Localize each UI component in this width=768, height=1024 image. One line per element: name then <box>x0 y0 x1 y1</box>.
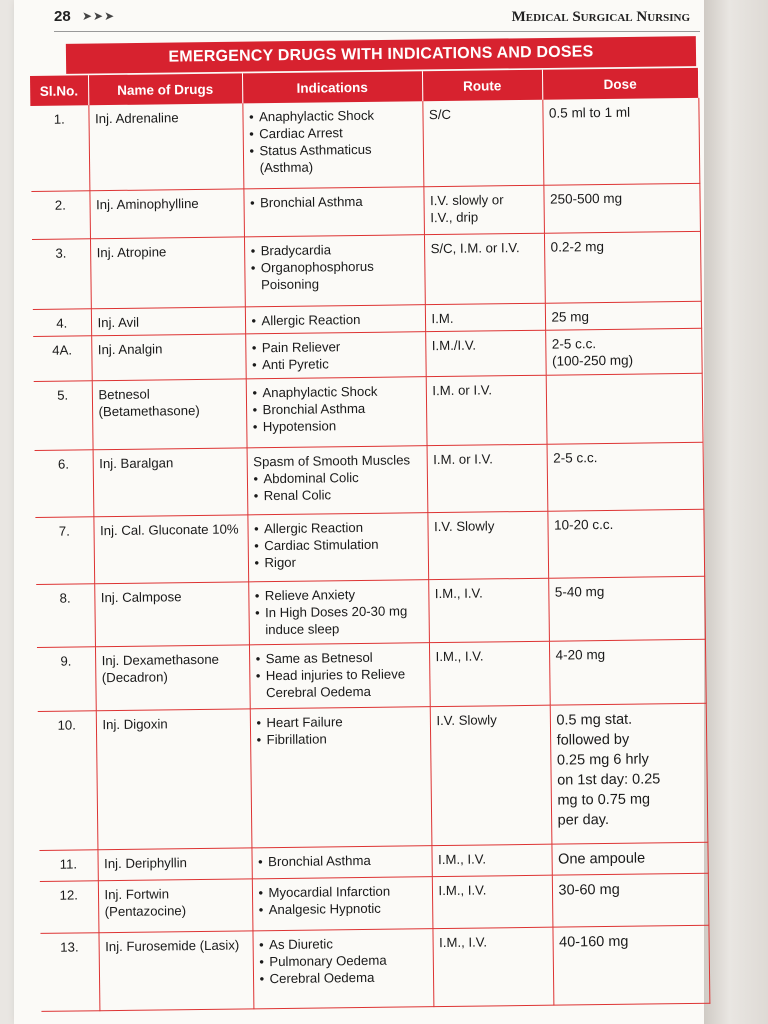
col-header-indications: Indications <box>242 71 422 103</box>
table-row <box>35 442 704 517</box>
cell-slno: 4. <box>33 308 91 336</box>
book-title: Medical Surgical Nursing <box>511 9 690 25</box>
cell-drug-name <box>90 237 245 308</box>
indication-item: • Fibrillation <box>257 730 424 749</box>
cell-drug-name <box>96 709 252 849</box>
indication-item: • Analgesic Hypnotic <box>259 899 426 918</box>
cell-slno: 1. <box>30 105 89 192</box>
indication-item: • Bronchial Asthma <box>250 193 417 212</box>
cell-route <box>423 186 544 236</box>
cell-route <box>429 641 550 707</box>
indication-item: • Rigor <box>254 552 421 571</box>
indication-item: • Same as Betnesol <box>256 648 423 667</box>
page-edge <box>704 0 768 1024</box>
drug-name-line: (Betamethasone) <box>98 402 200 419</box>
dose-line: mg to 0.75 mg <box>557 791 651 810</box>
cell-indications <box>249 642 430 709</box>
drug-name-line: (Pentazocine) <box>104 903 187 920</box>
cell-slno: 12. <box>40 881 99 934</box>
dose-line: 2-5 c.c. <box>553 449 598 466</box>
cell-route <box>431 844 551 877</box>
page-header <box>54 6 700 32</box>
route-line: I.M., I.V. <box>439 934 488 951</box>
drug-name-line: Inj. Fortwin <box>104 886 170 903</box>
indication-item: • Pulmonary Oedema <box>259 952 426 971</box>
table-row <box>40 926 709 1012</box>
cell-indications <box>250 707 432 847</box>
cell-indications <box>247 512 428 581</box>
cell-indications <box>244 235 425 306</box>
page-number: 28 <box>54 8 71 25</box>
cell-slno: 11. <box>39 849 97 881</box>
cell-drug-name <box>95 644 250 711</box>
dose-line: One ampoule <box>558 850 646 868</box>
dose-line: (100-250 mg) <box>551 352 634 369</box>
cell-drug-name <box>91 306 245 335</box>
route-line: I.M., I.V. <box>438 851 487 867</box>
cell-route <box>430 706 552 846</box>
drug-name-line: Inj. Atropine <box>96 244 167 261</box>
drug-name-line: Betnesol <box>98 386 150 402</box>
route-line: I.V. Slowly <box>436 712 497 729</box>
table-row <box>35 509 704 584</box>
route-line: I.V. slowly or <box>429 192 504 209</box>
cell-route <box>425 330 546 376</box>
cell-slno: 6. <box>35 450 94 518</box>
cell-slno: 13. <box>40 933 99 1011</box>
cell-indications <box>252 929 433 1009</box>
cell-drug-name <box>91 334 246 381</box>
indication-item: • Relieve Anxiety <box>255 585 422 604</box>
table-row <box>36 576 705 647</box>
indication-item: • Pain Reliever <box>252 337 419 356</box>
dose-line: 25 mg <box>551 308 590 325</box>
cell-drug-name <box>92 379 247 450</box>
cell-indications <box>248 579 429 644</box>
col-header-route: Route <box>422 70 542 101</box>
cell-slno: 4A. <box>33 336 92 382</box>
drug-name-line: (Decadron) <box>101 668 168 685</box>
cell-slno: 10. <box>38 711 98 850</box>
cell-slno: 2. <box>31 191 90 240</box>
cell-dose <box>546 373 703 444</box>
cell-dose <box>544 232 701 303</box>
cell-route <box>428 578 549 642</box>
indication-item: • Anaphylactic Shock <box>249 106 416 125</box>
drug-name-line: Inj. Avil <box>97 314 140 330</box>
cell-dose <box>548 576 705 641</box>
cell-dose <box>542 98 699 186</box>
table-row <box>32 232 701 309</box>
drug-name-line: Inj. Digoxin <box>102 716 168 733</box>
col-header-dose: Dose <box>542 68 698 100</box>
cell-indications <box>252 877 433 932</box>
route-line: I.V., drip <box>430 209 479 226</box>
indication-continuation: Poisoning <box>260 276 320 293</box>
indication-item: • Myocardial Infarction <box>258 882 425 901</box>
indication-item: • Cerebral Oedema <box>259 969 426 988</box>
route-line: I.M., I.V. <box>435 648 484 664</box>
cell-drug-name <box>89 189 244 239</box>
cell-drug-name <box>97 848 251 881</box>
cell-slno: 5. <box>34 381 93 451</box>
route-line: I.M. <box>431 310 454 326</box>
cell-dose <box>545 301 701 330</box>
cell-route <box>425 303 545 332</box>
cell-indications <box>251 845 431 879</box>
cell-slno: 3. <box>32 239 91 309</box>
indication-item: • Cardiac Stimulation <box>254 535 421 554</box>
cell-dose <box>552 926 709 1006</box>
drugs-table <box>30 68 710 1012</box>
table-body <box>30 98 709 1012</box>
table-row <box>40 873 709 933</box>
indication-continuation: Cerebral Oedema <box>265 683 371 700</box>
drug-name-line: Inj. Adrenaline <box>94 110 179 127</box>
cell-slno: 7. <box>35 517 94 585</box>
cell-route <box>424 234 545 305</box>
cell-drug-name <box>93 515 248 584</box>
cell-drug-name <box>98 931 253 1011</box>
route-line: I.M. or I.V. <box>432 382 493 398</box>
cell-indications <box>246 376 427 447</box>
table-row <box>31 184 700 240</box>
cell-route <box>427 444 548 512</box>
dose-line: 0.2-2 mg <box>550 239 605 256</box>
cell-route <box>432 928 553 1007</box>
route-line: S/C <box>428 106 452 123</box>
indication-item: • Heart Failure <box>256 713 423 732</box>
col-header-name: Name of Drugs <box>88 73 242 105</box>
dose-line: 4-20 mg <box>555 646 606 663</box>
dose-line: 10-20 c.c. <box>553 516 614 533</box>
cell-indications <box>245 331 426 378</box>
indication-item: • Anaphylactic Shock <box>252 382 419 401</box>
route-line: S/C, I.M. or I.V. <box>430 240 520 257</box>
route-line: I.M., I.V. <box>434 585 483 601</box>
cell-indications <box>243 187 424 237</box>
indication-item: • Allergic Reaction <box>254 518 421 537</box>
dose-line: 250-500 mg <box>549 191 623 207</box>
indication-item: • Organophosphorus <box>251 258 418 277</box>
drug-name-line: Inj. Analgin <box>97 341 163 357</box>
indication-item: • Bronchial Asthma <box>252 399 419 418</box>
indication-item: • Bronchial Asthma <box>258 851 425 870</box>
indication-item: • In High Doses 20-30 mg <box>255 602 422 621</box>
cell-dose <box>547 442 704 511</box>
route-line: I.V. Slowly <box>433 518 495 534</box>
cell-indications <box>247 446 428 515</box>
cell-route <box>427 511 548 579</box>
drug-name-line: Inj. Deriphyllin <box>104 854 188 871</box>
indication-item: • Bradycardia <box>251 241 418 260</box>
indication-continuation: (Asthma) <box>259 159 314 176</box>
dose-line: followed by <box>556 732 630 750</box>
cell-slno: 9. <box>37 646 96 712</box>
cell-indications <box>245 304 425 333</box>
cell-drug-name <box>93 448 248 517</box>
indication-item: • Anti Pyretic <box>252 354 419 373</box>
dose-line: per day. <box>557 812 610 830</box>
cell-dose <box>545 328 702 375</box>
dose-line: 2-5 c.c. <box>551 335 597 352</box>
cell-route <box>432 875 553 929</box>
table-row <box>30 98 699 192</box>
cell-dose <box>547 509 704 578</box>
drug-name-line: Inj. Calmpose <box>100 588 182 605</box>
route-line: I.M. or I.V. <box>433 451 493 467</box>
table-row <box>38 704 708 850</box>
route-line: I.M., I.V. <box>438 882 487 899</box>
col-header-slno: Sl.No. <box>30 75 88 106</box>
drug-name-line: Inj. Aminophylline <box>95 196 199 213</box>
indication-item: • As Diuretic <box>259 935 426 954</box>
table-row <box>34 373 703 450</box>
indication-continuation: induce sleep <box>265 621 340 637</box>
indication-text: Spasm of Smooth Muscles <box>253 452 411 470</box>
cell-slno: 8. <box>36 584 95 648</box>
table-title-banner: EMERGENCY DRUGS WITH INDICATIONS AND DOSES <box>66 36 696 74</box>
dose-line: 5-40 mg <box>554 583 605 600</box>
dose-line: 40-160 mg <box>559 934 629 951</box>
cell-route <box>426 375 547 446</box>
dose-line: 0.5 ml to 1 ml <box>548 104 631 121</box>
indication-item: • Status Asthmaticus <box>249 140 416 159</box>
cell-drug-name <box>94 582 249 647</box>
indication-item: • Hypotension <box>253 416 420 435</box>
cell-route <box>422 100 543 187</box>
cell-indications <box>242 101 423 189</box>
arrow-icons: ➤➤➤ <box>82 9 116 23</box>
cell-dose <box>551 842 707 875</box>
dose-line: 0.5 mg stat. <box>556 712 633 730</box>
drug-name-line: Inj. Furosemide (Lasix) <box>105 937 240 955</box>
indication-item: • Cardiac Arrest <box>249 123 416 142</box>
cell-dose <box>543 184 700 234</box>
cell-drug-name <box>98 879 253 933</box>
dose-line: 30-60 mg <box>558 881 620 899</box>
indication-item: • Allergic Reaction <box>251 310 418 329</box>
indication-item: • Renal Colic <box>254 485 421 504</box>
cell-dose <box>550 704 708 844</box>
dose-line: on 1st day: 0.25 <box>557 771 661 790</box>
dose-line: 0.25 mg 6 hrly <box>556 751 649 770</box>
table-row <box>33 328 701 381</box>
drug-name-line: Inj. Baralgan <box>99 455 174 472</box>
cell-dose <box>552 873 709 927</box>
route-line: I.M./I.V. <box>431 337 477 353</box>
cell-dose <box>549 639 706 706</box>
table-row <box>37 639 706 712</box>
drug-name-line: Inj. Cal. Gluconate 10% <box>99 521 239 538</box>
drug-name-line: Inj. Dexamethasone <box>101 651 220 668</box>
cell-drug-name <box>88 103 243 191</box>
indication-item: • Head injuries to Relieve <box>256 665 423 684</box>
indication-item: • Abdominal Colic <box>253 468 420 487</box>
